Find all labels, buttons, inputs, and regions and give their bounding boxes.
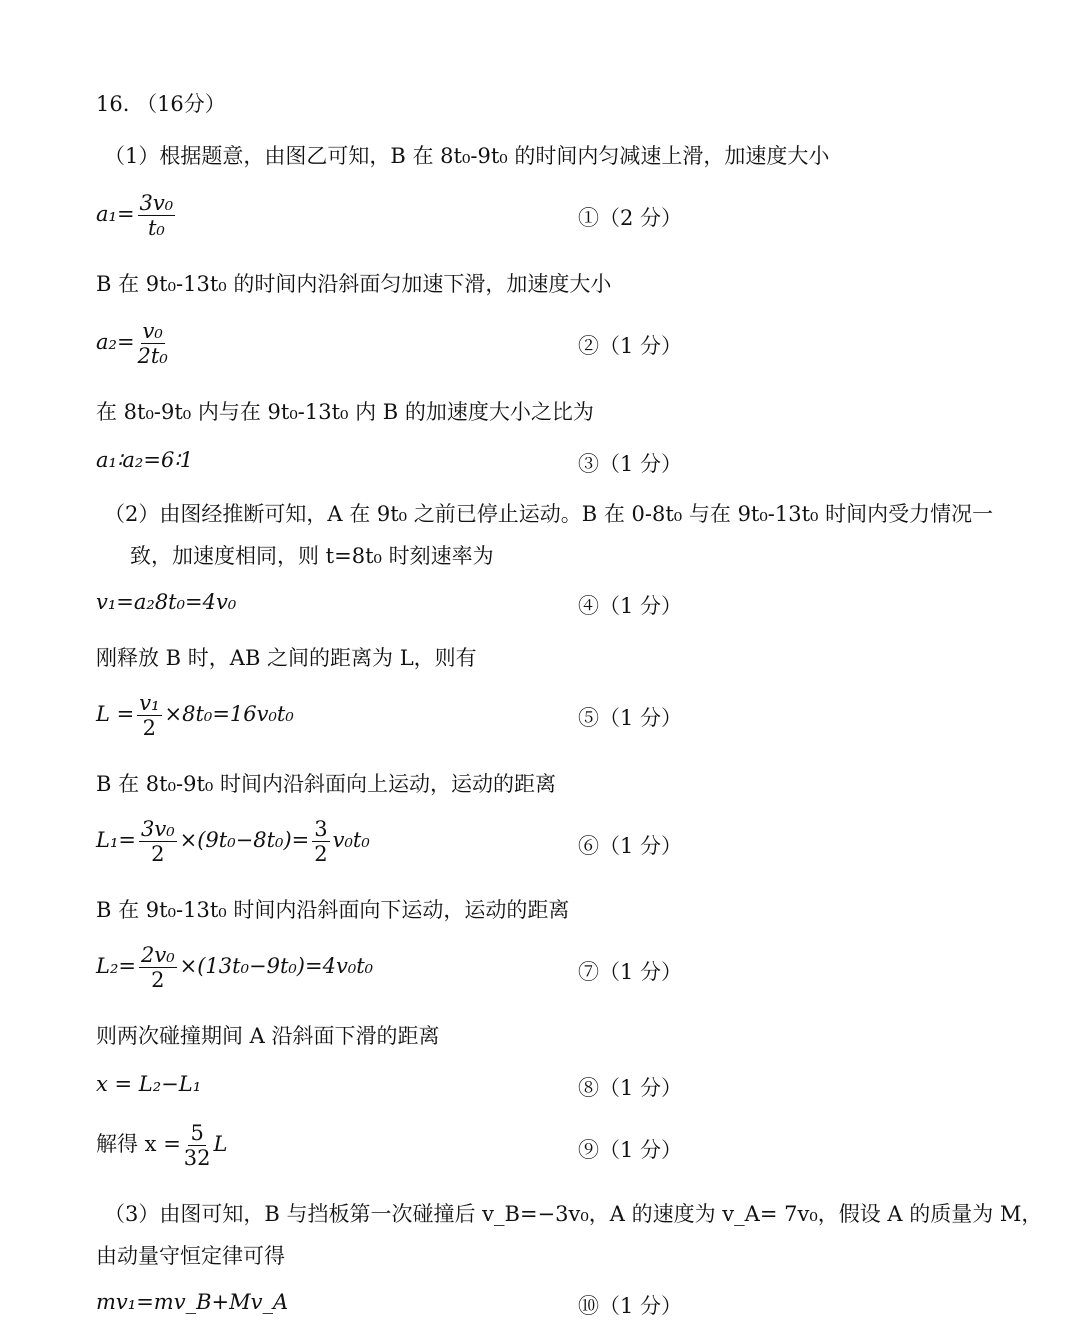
equation-2: a₂= $\frac{\text{v₀}}{\text{2t₀}}$ [96, 319, 168, 369]
equation-6: L₁= $\frac{\text{3v₀}}{2}$ ×(9t₀−8t₀)= $\frac{3}{2}$ v₀t₀ [96, 817, 370, 867]
equation-8: x = L₂−L₁ [96, 1072, 202, 1096]
equation-7: L₂= $\frac{\text{2v₀}}{2}$ ×(13t₀−9t₀)=4v₀t₀ [96, 943, 374, 993]
text-2: B 在 9t₀-13t₀ 的时间内沿斜面匀加速下滑，加速度大小 [96, 272, 612, 296]
equation-9: 解得 x = $\frac{5}{32}$ L [96, 1121, 228, 1171]
score-mark-7: ⑦（1 分） [578, 960, 683, 984]
text-5: 刚释放 B 时，AB 之间的距离为 L，则有 [96, 646, 477, 670]
equation-3: a₁∶a₂=6∶1 [96, 448, 194, 472]
text-3: 在 8t₀-9t₀ 内与在 9t₀-13t₀ 内 B 的加速度大小之比为 [96, 400, 594, 424]
score-mark-10: ⑩（1 分） [578, 1294, 683, 1318]
equation-4: v₁=a₂8t₀=4v₀ [96, 590, 237, 614]
score-mark-4: ④（1 分） [578, 594, 683, 618]
part1-intro: （1）根据题意，由图乙可知，B 在 8t₀-9t₀ 的时间内匀减速上滑，加速度大小 [104, 144, 830, 168]
score-mark-9: ⑨（1 分） [578, 1138, 683, 1162]
part2-line-1: （2）由图经推断可知，A 在 9t₀ 之前已停止运动。B 在 0-8t₀ 与在 9t₀-13t₀ 时间内受力情况一 [104, 502, 994, 526]
part3-line-2: 由动量守恒定律可得 [96, 1244, 285, 1268]
score-mark-3: ③（1 分） [578, 452, 683, 476]
equation-5: L = $\frac{\text{v₁}}{2}$ ×8t₀=16v₀t₀ [96, 691, 294, 741]
part3-line-1: （3）由图可知，B 与挡板第一次碰撞后 v_B=−3v₀，A 的速度为 v_A= 7v₀，假设 A 的质量为 M， [104, 1202, 1043, 1226]
text-7: B 在 9t₀-13t₀ 时间内沿斜面向下运动，运动的距离 [96, 898, 570, 922]
text-8: 则两次碰撞期间 A 沿斜面下滑的距离 [96, 1024, 440, 1048]
part2-line-2: 致，加速度相同，则 t=8t₀ 时刻速率为 [130, 544, 494, 568]
score-mark-8: ⑧（1 分） [578, 1076, 683, 1100]
text-6: B 在 8t₀-9t₀ 时间内沿斜面向上运动，运动的距离 [96, 772, 556, 796]
score-mark-2: ②（1 分） [578, 334, 683, 358]
score-mark-5: ⑤（1 分） [578, 706, 683, 730]
score-mark-6: ⑥（1 分） [578, 834, 683, 858]
problem-header: 16. （16分） [96, 92, 226, 116]
equation-10: mv₁=mv_B+Mv_A [96, 1290, 289, 1314]
score-mark-1: ①（2 分） [578, 206, 683, 230]
equation-1: a₁= $\frac{\text{3v₀}}{\text{t₀}}$ [96, 191, 174, 241]
